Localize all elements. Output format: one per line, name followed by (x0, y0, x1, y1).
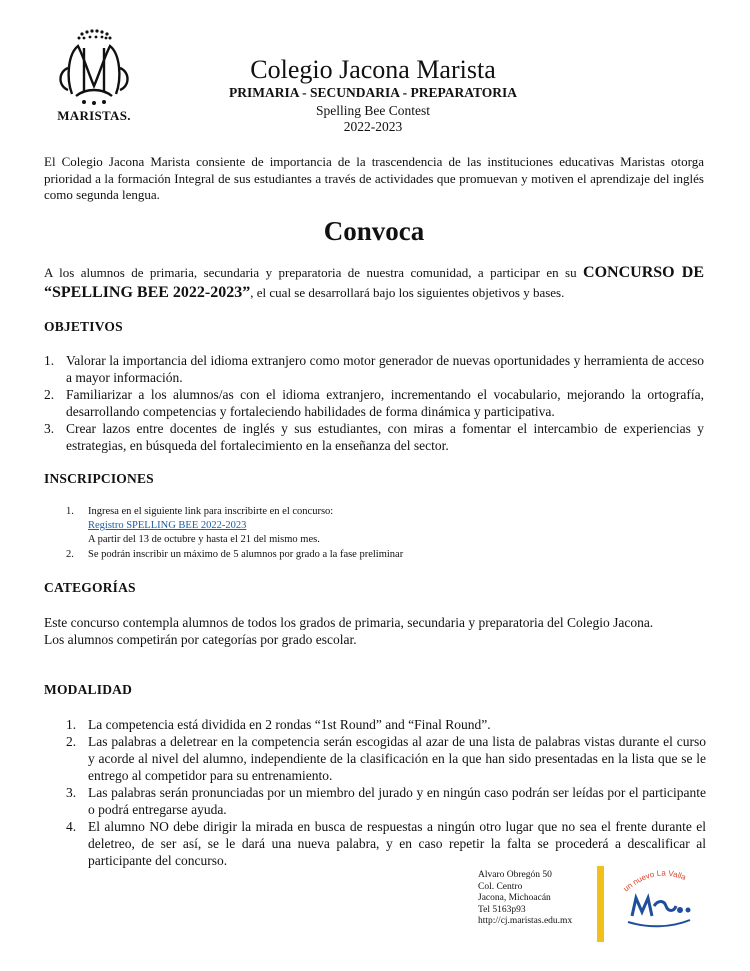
item-number: 1. (44, 353, 55, 368)
convoca-heading: Convoca (323, 216, 425, 246)
list-item (66, 818, 706, 869)
list-item (66, 716, 706, 733)
item-text: Crear lazos entre docentes de inglés y sus estudiantes, con miras a fomentar el intercambio de experiencias y estrategias, en búsqueda del fortalecimiento en la enseñanza del sector. (66, 421, 704, 453)
contest-name: Spelling Bee Contest (316, 103, 430, 118)
item-text: Las palabras serán pronunciadas por un miembro del jurado y en ningún caso podrán ser leídas por el participante o podrá entregarse ayuda. (88, 785, 706, 817)
item-number: 2. (66, 549, 74, 560)
list-item (66, 548, 666, 562)
intro-paragraph: El Colegio Jacona Marista consiente de importancia de la trascendencia de las instituciones educativas Maristas otorga prioridad a la formación Integral de sus estudiantes a través de actividades que promuevan y motiven el aprendizaje del inglés como segunda lengua. (44, 154, 704, 202)
footer-address (478, 870, 572, 928)
school-name: Colegio Jacona Marista (250, 55, 496, 84)
list-item (66, 505, 666, 547)
item-number: 3. (44, 421, 55, 436)
svg-text:un nuevo La Valla (622, 869, 688, 894)
list-item (44, 352, 704, 386)
item-number: 4. (66, 819, 77, 834)
modalidad-list (66, 716, 706, 869)
item-text: Las palabras a deletrear en la competencia serán escogidas al azar de una lista de palabras vistas durante el curso y acorde al nivel del alumno, independiente de la clasificación en la que han sido presentadas en la lista que se le entrego al competidor para su entrenamiento. (88, 734, 706, 783)
address-line: Col. Centro (478, 881, 523, 892)
list-item (44, 386, 704, 420)
item-number: 1. (66, 506, 74, 517)
invitation-pre: A los alumnos de primaria, secundaria y preparatoria de nuestra comunidad, a participar en su (44, 265, 584, 280)
categorias-heading: CATEGORÍAS (44, 580, 136, 595)
item-number: 2. (66, 734, 77, 749)
registration-dates: A partir del 13 de octubre y hasta el 21 del mismo mes. (88, 534, 320, 545)
item-number: 1. (66, 717, 77, 732)
registration-link[interactable]: Registro SPELLING BEE 2022-2023 (88, 520, 247, 531)
item-text: Se podrán inscribir un máximo de 5 alumnos por grado a la fase preliminar (88, 549, 404, 560)
modalidad-heading: MODALIDAD (44, 682, 133, 697)
item-text: Ingresa en el siguiente link para inscribirte en el concurso: (88, 506, 334, 517)
address-line: Alvaro Obregón 50 (478, 870, 552, 880)
item-text: El alumno NO debe dirigir la mirada en busca de respuestas a ningún otro lugar que no sea el frente durante el deletreo, de ser así, se le dará una nueva palabra, y en caso repetir la falta se procederá a descalificar al participante del concurso. (88, 819, 706, 868)
invitation-post: , el cual se desarrollará bajo los siguientes objetivos y bases. (250, 285, 565, 300)
objetivos-list (44, 352, 704, 454)
un-nuevo-la-valla-logo (618, 862, 698, 932)
invitation-contest: CONCURSO DE “SPELLING BEE 2022-2023” (44, 264, 705, 301)
maristas-logo (44, 28, 144, 124)
invitation-paragraph (44, 263, 704, 303)
list-item (66, 784, 706, 818)
address-line: Tel 5163p93 (478, 904, 526, 915)
brand-name: MARISTAS. (57, 108, 131, 123)
school-levels: PRIMARIA - SECUNDARIA - PREPARATORIA (228, 85, 517, 100)
item-text: Familiarizar a los alumnos/as con el idioma extranjero, incrementando el vocabulario, mejorando la ortografía, desarrollando competencias y fortaleciendo habilidades de forma dinámica y participativa. (66, 387, 704, 419)
address-line: Jacona, Michoacán (478, 893, 551, 903)
item-text: La competencia está dividida en 2 rondas “1st Round” and “Final Round”. (88, 717, 491, 732)
school-year: 2022-2023 (343, 119, 403, 134)
website-link[interactable]: http://cj.maristas.edu.mx (478, 916, 573, 926)
inscripciones-heading: INSCRIPCIONES (44, 471, 154, 486)
accent-bar (597, 866, 604, 942)
item-text: Valorar la importancia del idioma extranjero como motor generador de nuevas oportunidades y herramienta de acceso a mayor información. (66, 353, 704, 385)
list-item (66, 733, 706, 784)
categorias-paragraph: Este concurso contempla alumnos de todos los grados de primaria, secundaria y preparatoria del Colegio Jacona. Los alumnos competirán por categorías por grado escolar. (44, 615, 654, 647)
item-number: 3. (66, 785, 77, 800)
inscripciones-list (66, 505, 666, 562)
slogan-text: un nuevo La Valla (621, 868, 688, 894)
objetivos-heading: OBJETIVOS (44, 319, 123, 334)
item-number: 2. (44, 387, 55, 402)
list-item (44, 420, 704, 454)
